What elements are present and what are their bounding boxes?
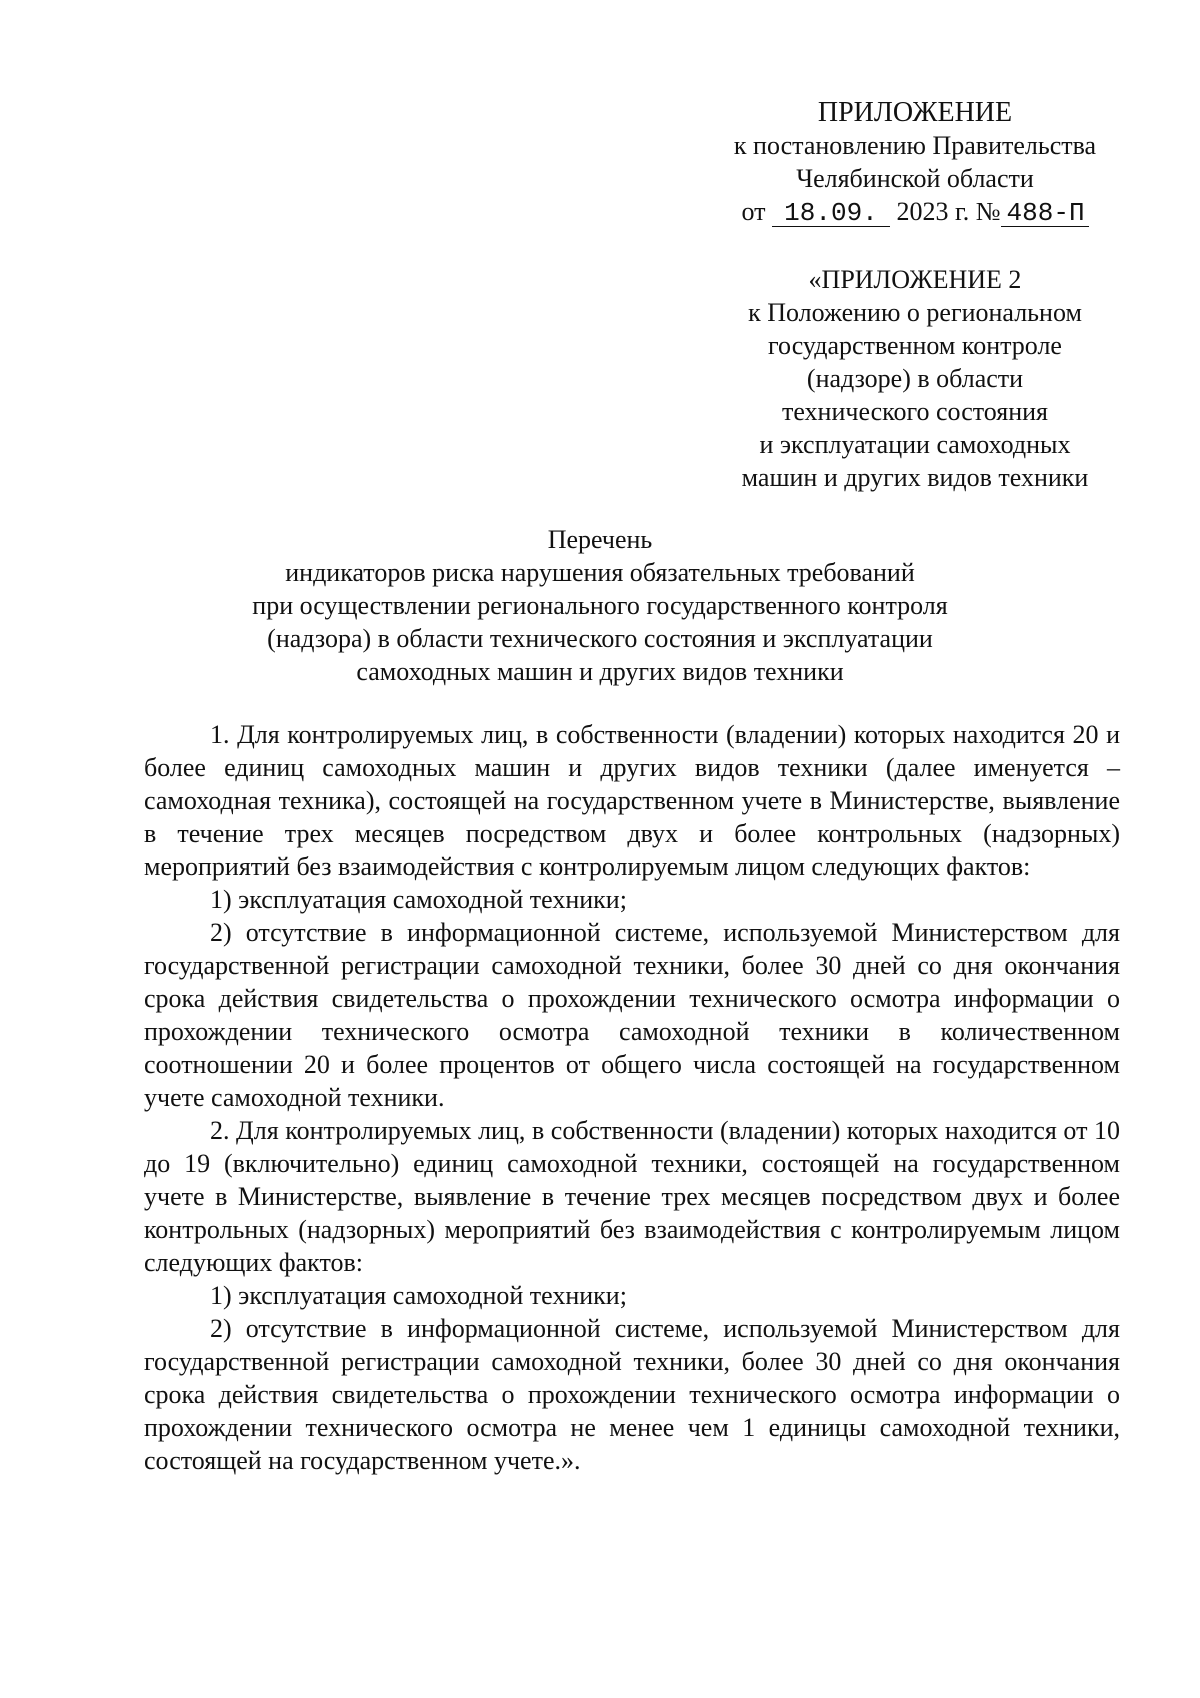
document-body xyxy=(144,718,1120,1477)
appendix-line-resolution: к постановлению Правительства xyxy=(733,131,1097,160)
annex2-block xyxy=(700,263,1130,494)
date-prefix: от xyxy=(741,197,766,226)
subitem-2-2: 2) отсутствие в информационной системе, используемой Министерством для государственной регистрации самоходной техники, более 30 дней со дня окончания срока действия свидетельства о прохождении технического осмотра информации о прохождении технического осмотра не менее чем 1 единицы самоходной техники, состоящей на государственном учете.». xyxy=(144,1314,1120,1475)
subitem-2-1: 1) эксплуатация самоходной техники; xyxy=(210,1281,627,1310)
date-value: 18.09. xyxy=(772,200,890,227)
heading-line: при осуществлении регионального государственного контроля xyxy=(252,591,948,620)
year-text: 2023 г. № xyxy=(896,197,1001,226)
annex2-line: и эксплуатации самоходных xyxy=(759,430,1071,459)
paragraph-item-1: 1. Для контролируемых лиц, в собственности (владении) которых находится 20 и более единиц самоходных машин и других видов техники (далее именуется – самоходная техника), состоящей на государственном учете в Министерстве, выявление в течение трех месяцев посредством двух и более контрольных (надзорных) мероприятий без взаимодействия с контролируемым лицом следующих фактов: xyxy=(144,720,1120,881)
annex2-line: (надзоре) в области xyxy=(806,364,1024,393)
annex2-line: технического состояния xyxy=(781,397,1049,426)
heading-title: Перечень xyxy=(547,525,653,554)
document-number: 488-П xyxy=(1001,200,1089,227)
paragraph-item-2: 2. Для контролируемых лиц, в собственности (владении) которых находится от 10 до 19 (включительно) единиц самоходной техники, состоящей на государственном учете в Министерстве, выявление в течение трех месяцев посредством двух и более контрольных (надзорных) мероприятий без взаимодействия с контролируемым лицом следующих фактов: xyxy=(144,1116,1120,1277)
document-heading xyxy=(190,523,1010,688)
appendix-date-line xyxy=(700,195,1130,228)
appendix-title: ПРИЛОЖЕНИЕ xyxy=(817,97,1013,128)
heading-line: (надзора) в области технического состояния и эксплуатации xyxy=(267,624,933,653)
appendix-line-region: Челябинской области xyxy=(796,164,1034,193)
annex2-line: «ПРИЛОЖЕНИЕ 2 xyxy=(808,265,1022,294)
approval-block xyxy=(700,96,1130,228)
annex2-line: машин и других видов техники xyxy=(741,463,1089,492)
subitem-1-2: 2) отсутствие в информационной системе, используемой Министерством для государственной регистрации самоходной техники, более 30 дней со дня окончания срока действия свидетельства о прохождении технического осмотра информации о прохождении технического осмотра самоходной техники в количественном соотношении 20 и более процентов от общего числа состоящей на государственном учете самоходной техники. xyxy=(144,918,1120,1112)
annex2-line: к Положению о региональном xyxy=(748,298,1082,327)
subitem-1-1: 1) эксплуатация самоходной техники; xyxy=(210,885,627,914)
annex2-line: государственном контроле xyxy=(768,331,1062,360)
heading-line: самоходных машин и других видов техники xyxy=(356,657,844,686)
heading-line: индикаторов риска нарушения обязательных требований xyxy=(285,558,915,587)
